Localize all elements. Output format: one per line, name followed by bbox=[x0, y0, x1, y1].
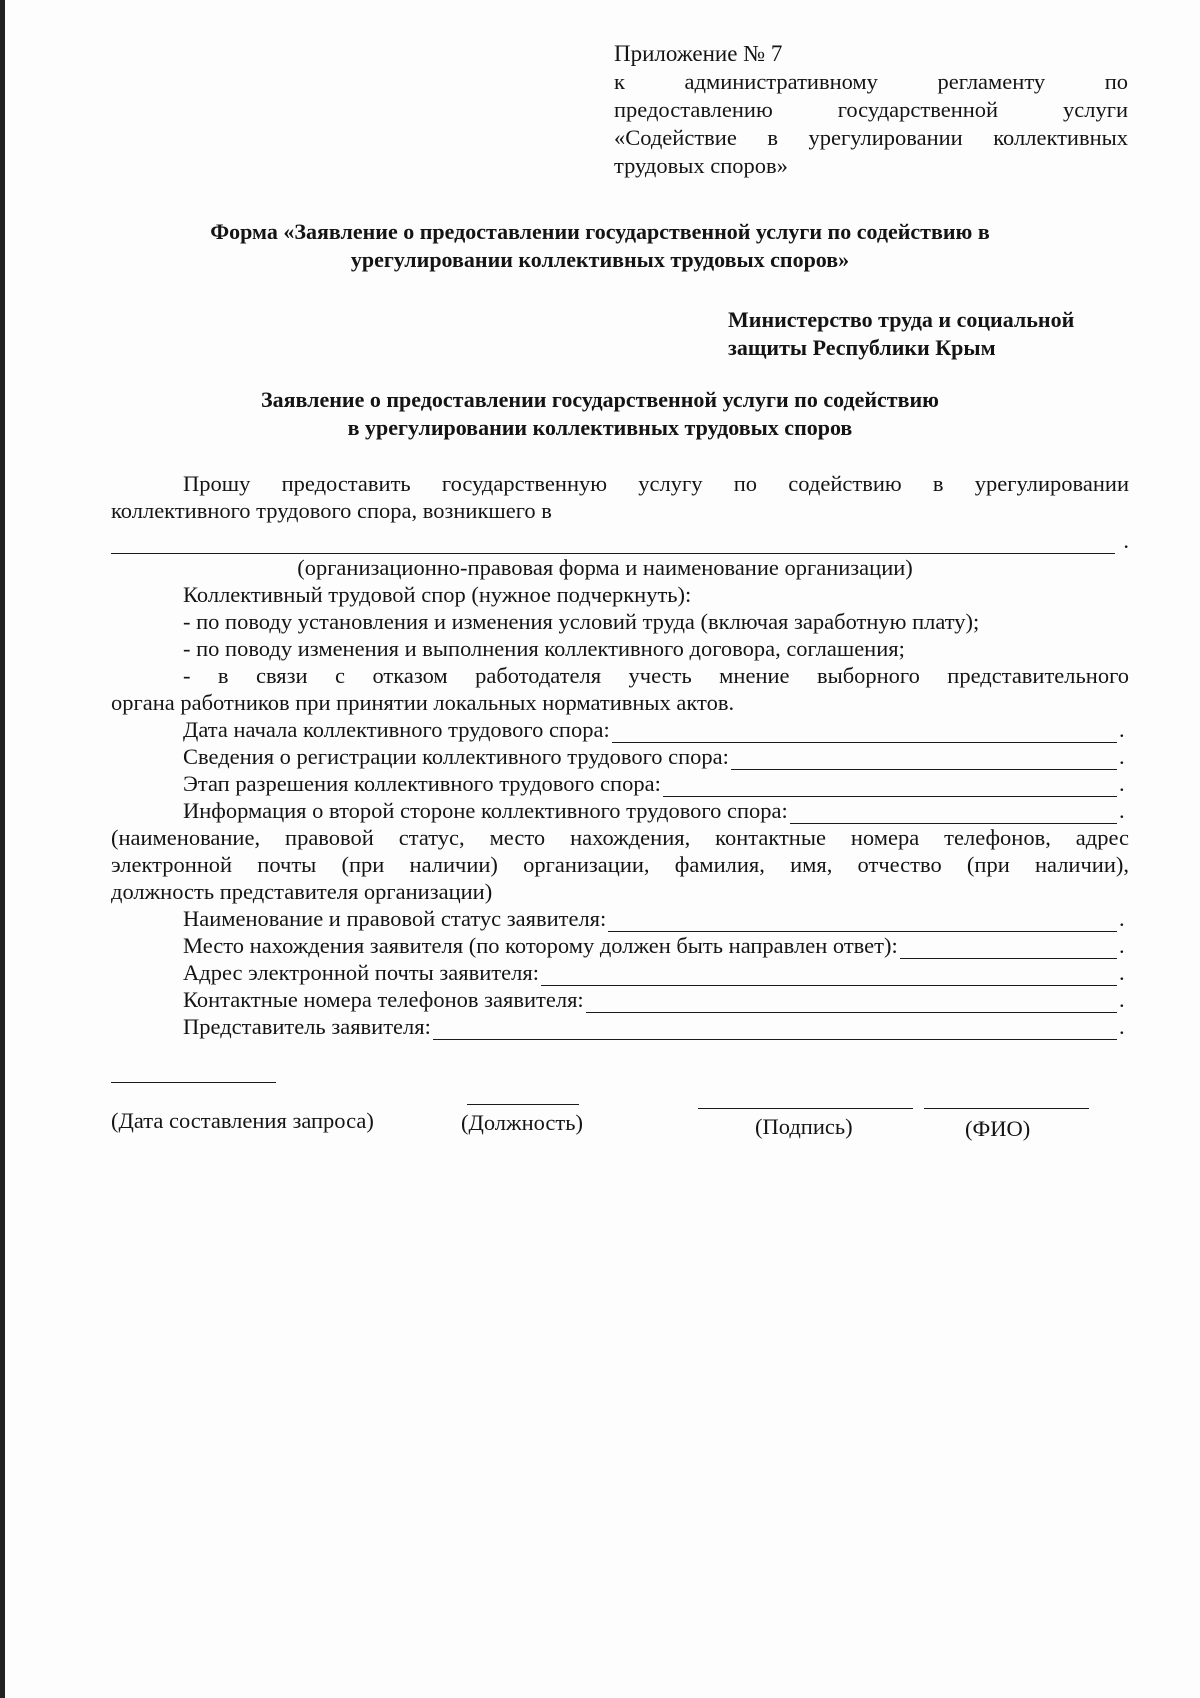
form-title-line-1: Форма «Заявление о предоставлении государственной услуги по содействию в bbox=[210, 219, 990, 244]
second-party-note-line-1: (наименование, правовой статус, место нахождения, контактные номера телефонов, адрес bbox=[111, 825, 1129, 850]
position-signature-line[interactable] bbox=[467, 1104, 579, 1105]
applicant-rep-blank[interactable] bbox=[433, 1018, 1117, 1040]
request-line-2: коллективного трудового спора, возникшего в bbox=[111, 498, 552, 523]
start-date-label: Дата начала коллективного трудового спора: bbox=[183, 717, 610, 742]
start-date-field[interactable] bbox=[111, 716, 1129, 743]
second-party-label: Информация о второй стороне коллективного трудового спора: bbox=[183, 798, 788, 823]
document-title bbox=[200, 386, 1000, 442]
second-party-note-line-3: должность представителя организации) bbox=[111, 879, 493, 904]
applicant-rep-label: Представитель заявителя: bbox=[183, 1014, 431, 1039]
document-title-line-2: в урегулировании коллективных трудовых споров bbox=[347, 415, 853, 440]
registration-label: Сведения о регистрации коллективного трудового спора: bbox=[183, 744, 729, 769]
applicant-location-field[interactable] bbox=[111, 932, 1129, 959]
form-body bbox=[111, 470, 1129, 1040]
applicant-name-period: . bbox=[1119, 906, 1125, 931]
dispute-intro: Коллективный трудовой спор (нужное подчеркнуть): bbox=[183, 582, 692, 607]
applicant-name-field[interactable] bbox=[111, 905, 1129, 932]
second-party-blank[interactable] bbox=[790, 802, 1117, 824]
stage-field[interactable] bbox=[111, 770, 1129, 797]
name-caption: (ФИО) bbox=[965, 1116, 1031, 1141]
form-title-line-2: урегулировании коллективных трудовых споров» bbox=[350, 247, 850, 272]
addressee-line-1: Министерство труда и социальной bbox=[728, 307, 1075, 332]
applicant-name-label: Наименование и правовой статус заявителя: bbox=[183, 906, 607, 931]
addressee-line-2: защиты Республики Крым bbox=[728, 335, 996, 360]
organization-field[interactable] bbox=[111, 524, 1129, 554]
dispute-option-3-line-2[interactable]: органа работников при принятии локальных нормативных актов. bbox=[111, 690, 735, 715]
organization-period: . bbox=[1123, 528, 1129, 553]
applicant-email-field[interactable] bbox=[111, 959, 1129, 986]
name-signature-line[interactable] bbox=[924, 1108, 1089, 1109]
position-caption: (Должность) bbox=[461, 1110, 583, 1135]
date-signature-line[interactable] bbox=[111, 1082, 276, 1083]
dispute-option-3-line-1[interactable]: - в связи с отказом работодателя учесть мнение выборного представительного bbox=[183, 663, 1129, 688]
applicant-email-label: Адрес электронной почты заявителя: bbox=[183, 960, 539, 985]
applicant-location-blank[interactable] bbox=[900, 937, 1117, 959]
organization-blank[interactable] bbox=[111, 543, 1115, 554]
organization-caption: (организационно-правовая форма и наименование организации) bbox=[297, 555, 913, 580]
form-title bbox=[150, 218, 1050, 274]
signature-caption: (Подпись) bbox=[755, 1114, 853, 1139]
appendix-line-1: к административному регламенту по bbox=[614, 69, 1128, 94]
appendix-line-2: предоставлению государственной услуги bbox=[614, 97, 1128, 122]
applicant-location-period: . bbox=[1119, 933, 1125, 958]
registration-field[interactable] bbox=[111, 743, 1129, 770]
second-party-field[interactable] bbox=[111, 797, 1129, 824]
applicant-location-label: Место нахождения заявителя (по которому должен быть направлен ответ): bbox=[183, 933, 898, 958]
document-title-line-1: Заявление о предоставлении государственной услуги по содействию bbox=[261, 387, 939, 412]
applicant-name-blank[interactable] bbox=[608, 910, 1117, 932]
request-line-1: Прошу предоставить государственную услугу по содействию в урегулировании bbox=[183, 471, 1129, 496]
appendix-line-3: «Содействие в урегулировании коллективных bbox=[614, 125, 1128, 150]
registration-period: . bbox=[1119, 744, 1125, 769]
start-date-blank[interactable] bbox=[612, 721, 1117, 743]
applicant-phone-period: . bbox=[1119, 987, 1125, 1012]
applicant-phone-field[interactable] bbox=[111, 986, 1129, 1013]
registration-blank[interactable] bbox=[731, 748, 1117, 770]
stage-period: . bbox=[1119, 771, 1125, 796]
applicant-email-period: . bbox=[1119, 960, 1125, 985]
applicant-phone-label: Контактные номера телефонов заявителя: bbox=[183, 987, 584, 1012]
second-party-period: . bbox=[1119, 798, 1125, 823]
scan-edge bbox=[0, 0, 5, 1698]
appendix-line-4: трудовых споров» bbox=[614, 153, 788, 178]
start-date-period: . bbox=[1119, 717, 1125, 742]
dispute-option-2[interactable]: - по поводу изменения и выполнения коллективного договора, соглашения; bbox=[183, 636, 905, 661]
appendix-title: Приложение № 7 bbox=[614, 41, 783, 66]
dispute-option-1[interactable]: - по поводу установления и изменения условий труда (включая заработную плату); bbox=[183, 609, 980, 634]
applicant-rep-field[interactable] bbox=[111, 1013, 1129, 1040]
stage-label: Этап разрешения коллективного трудового спора: bbox=[183, 771, 661, 796]
stage-blank[interactable] bbox=[663, 775, 1117, 797]
signature-row bbox=[111, 1070, 1131, 1150]
applicant-email-blank[interactable] bbox=[541, 964, 1117, 986]
appendix-block bbox=[614, 40, 1128, 180]
signature-line[interactable] bbox=[698, 1108, 913, 1109]
second-party-note-line-2: электронной почты (при наличии) организации, фамилия, имя, отчество (при наличии), bbox=[111, 852, 1129, 877]
applicant-rep-period: . bbox=[1119, 1014, 1125, 1039]
addressee bbox=[728, 306, 1148, 362]
date-caption: (Дата составления запроса) bbox=[111, 1108, 374, 1133]
applicant-phone-blank[interactable] bbox=[586, 991, 1117, 1013]
